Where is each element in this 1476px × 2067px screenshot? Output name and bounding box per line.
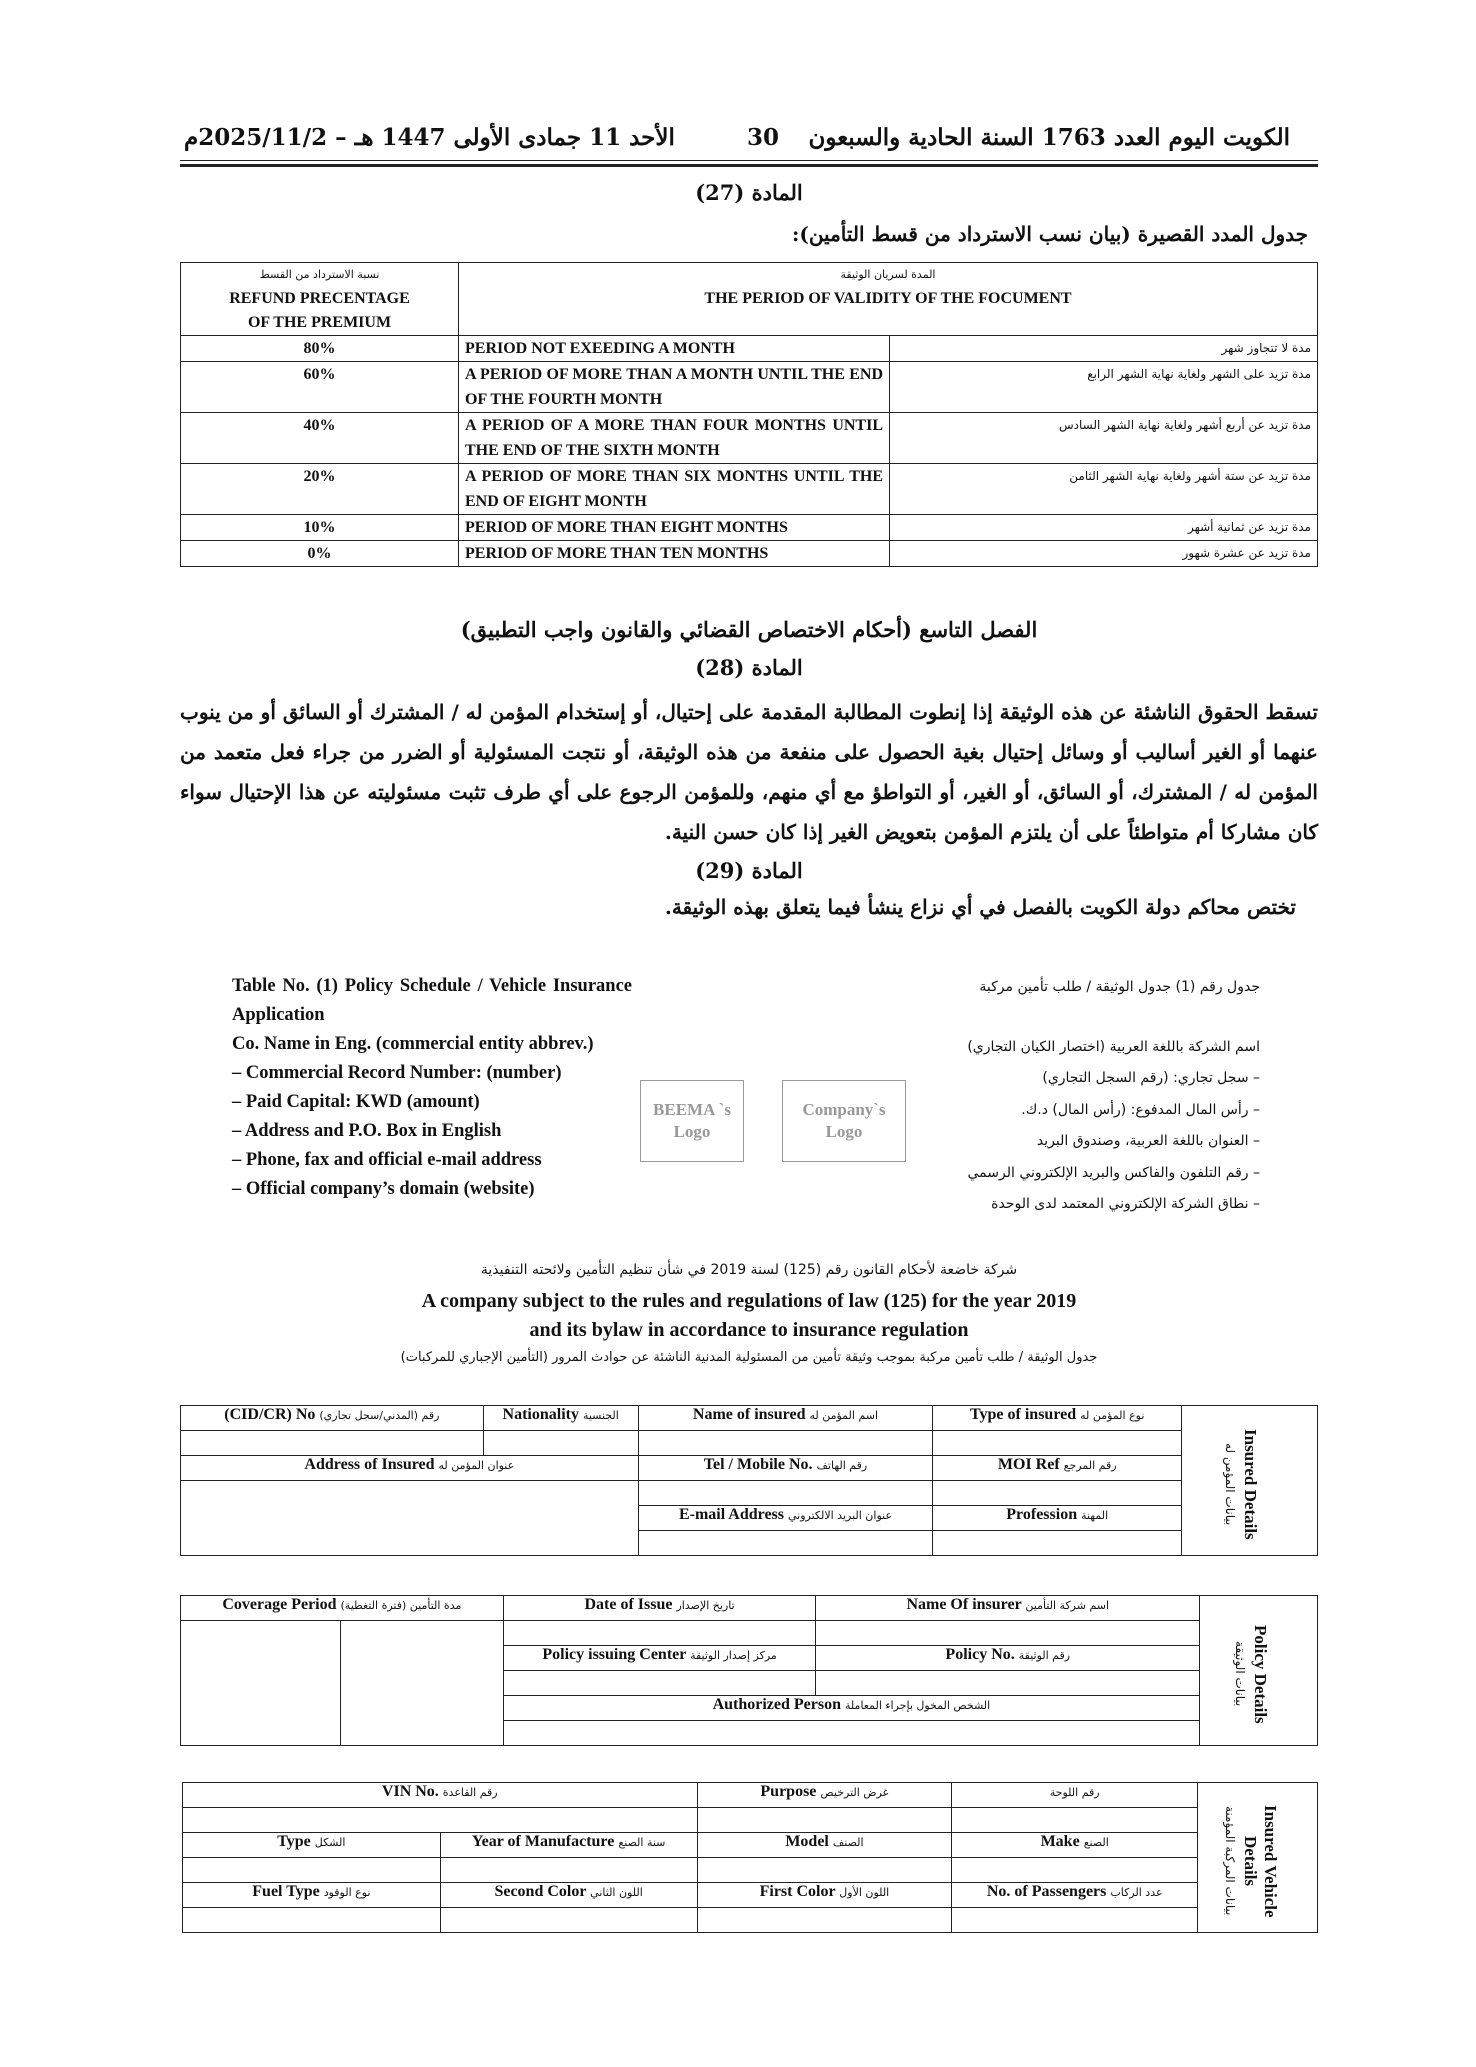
table-row <box>181 541 1318 567</box>
period-en: PERIOD NOT EXEEDING A MONTH <box>459 336 890 362</box>
first-color-label: First Color اللون الأول <box>697 1883 952 1908</box>
second-color-field[interactable] <box>440 1908 697 1933</box>
make-label: Make الصنع <box>952 1833 1198 1858</box>
issue-date-field[interactable] <box>503 1621 816 1646</box>
issuing-center-label: Policy issuing Center مركز إصدار الوثيقة <box>503 1646 816 1671</box>
period-en: PERIOD OF MORE THAN TEN MONTHS <box>459 541 890 567</box>
type-field[interactable] <box>933 1431 1182 1456</box>
coverage-label: Coverage Period مدة التأمين (فترة التغطية) <box>181 1596 504 1621</box>
schedule-en-line: – Address and P.O. Box in English <box>232 1121 502 1141</box>
article-27-title: المادة (27) <box>695 180 803 205</box>
type-label: Type of insured نوع المؤمن له <box>933 1406 1182 1431</box>
period-ar: مدة تزيد عن عشرة شهور <box>890 541 1318 567</box>
table-row <box>181 336 1318 362</box>
header-rule-thin <box>180 160 1318 161</box>
profession-label: Profession المهنة <box>933 1506 1182 1531</box>
fuel-label: Fuel Type نوع الوقود <box>183 1883 441 1908</box>
cid-label: (CID/CR) No رقم (المدني/سجل تجاري) <box>181 1406 484 1431</box>
passengers-label: No. of Passengers عدد الركاب <box>952 1883 1198 1908</box>
email-field[interactable] <box>638 1531 933 1556</box>
header-date: الأحد 11 جمادى الأولى 1447 هـ – 2025/11/2م <box>184 124 675 151</box>
refund-col-en-2: OF THE PREMIUM <box>247 314 392 331</box>
plate-label: رقم اللوحة <box>952 1783 1198 1808</box>
vehicle-details-table <box>182 1782 1318 1933</box>
profession-field[interactable] <box>933 1531 1182 1556</box>
header-rule-thick <box>180 164 1318 167</box>
refund-pct: 10% <box>181 515 459 541</box>
period-en: A PERIOD OF MORE THAN SIX MONTHS UNTIL THE END OF EIGHT MONTH <box>459 464 890 515</box>
article-27-subtitle: جدول المدد القصيرة (بيان نسب الاسترداد من قسط التأمين): <box>791 222 1308 246</box>
tel-field[interactable] <box>638 1481 933 1506</box>
refund-col-ar: نسبة الاسترداد من القسط <box>259 268 380 281</box>
authorized-person-field[interactable] <box>503 1721 1199 1746</box>
schedule-en-line: – Commercial Record Number: (number) <box>232 1063 562 1083</box>
schedule-ar-line: جدول رقم (1) جدول الوثيقة / طلب تأمين مركبة <box>979 979 1260 995</box>
vin-label: VIN No. رقم القاعدة <box>183 1783 698 1808</box>
header-page-number: 30 <box>747 124 780 151</box>
company-notice-en-2: and its bylaw in accordance to insurance regulation <box>529 1319 969 1341</box>
schedule-ar-line: – سجل تجاري: (رقم السجل التجاري) <box>1042 1070 1260 1086</box>
period-ar: مدة لا تتجاوز شهر <box>890 336 1318 362</box>
make-field[interactable] <box>952 1858 1198 1883</box>
article-28-title: المادة (28) <box>695 655 803 680</box>
article-29-title: المادة (29) <box>695 858 803 883</box>
schedule-ar-line: – رأس المال المدفوع: (رأس المال) د.ك. <box>1021 1101 1260 1118</box>
schedule-en-line: – Official company’s domain (website) <box>232 1179 535 1199</box>
model-field[interactable] <box>697 1858 952 1883</box>
table-row <box>181 515 1318 541</box>
schedule-ar-line: اسم الشركة باللغة العربية (اختصار الكيان التجاري) <box>967 1038 1260 1055</box>
period-en: A PERIOD OF MORE THAN A MONTH UNTIL THE END OF THE FOURTH MONTH <box>459 362 890 413</box>
schedule-en-line: Table No. (1) Policy Schedule / Vehicle Insurance Application <box>232 976 632 1025</box>
insurer-label: Name Of insurer اسم شركة التأمين <box>816 1596 1200 1621</box>
nationality-field[interactable] <box>483 1431 638 1456</box>
policy-details-side-label: Policy Details بيانات الوثيقة <box>1233 1624 1271 1724</box>
vin-field[interactable] <box>183 1808 698 1833</box>
policy-details-table <box>180 1595 1318 1746</box>
year-label: Year of Manufacture سنة الصنع <box>440 1833 697 1858</box>
company-logo-placeholder: Company`s Logo <box>782 1080 906 1162</box>
schedule-ar-line: – رقم التلفون والفاكس والبريد الإلكتروني الرسمي <box>967 1164 1260 1181</box>
article-29-text: تختص محاكم دولة الكويت بالفصل في أي نزاع ينشأ فيما يتعلق بهذه الوثيقة. <box>664 895 1296 919</box>
type-field[interactable] <box>183 1858 441 1883</box>
company-notice-ar: شركة خاضعة لأحكام القانون رقم (125) لسنة 2019 في شأن تنظيم التأمين ولائحته التنفيذية <box>480 1262 1018 1278</box>
period-col-en: THE PERIOD OF VALIDITY OF THE FOCUMENT <box>704 290 1072 307</box>
refund-pct: 40% <box>181 413 459 464</box>
passengers-field[interactable] <box>952 1908 1198 1933</box>
insured-details-table <box>180 1405 1318 1556</box>
refund-pct: 0% <box>181 541 459 567</box>
period-en: PERIOD OF MORE THAN EIGHT MONTHS <box>459 515 890 541</box>
refund-pct: 80% <box>181 336 459 362</box>
period-ar: مدة تزيد على الشهر ولغاية نهاية الشهر الرابع <box>890 362 1318 413</box>
article-28-text: تسقط الحقوق الناشئة عن هذه الوثيقة إذا إنطوت المطالبة المقدمة على إحتيال، أو إستخدام المؤمن له / المشترك أو السائق أو من ينوب عنهما أو الغير أساليب أو وسائل إحتيال بغية الحصول على منفعة من هذه الوثيقة، أو نتجت المسئولية أو الضرر من جراء فعل متعمد من المؤمن له / المشترك، أو السائق، أو الغير، أو التواطؤ مع أي منهم، وللمؤمن الرجوع على أي طرف تثبت مسئوليته عن هذا الإحتيال سواء كان مشاركا أم متواطئاً على أن يلتزم المؤمن بتعويض الغير إذا كان حسن النية. <box>180 700 1318 844</box>
moi-label: MOI Ref رقم المرجع <box>933 1456 1182 1481</box>
cid-field[interactable] <box>181 1431 484 1456</box>
vehicle-details-side-label: Insured Vehicle Details بيانات المركبة المؤمنة <box>1223 1804 1281 1918</box>
insurer-field[interactable] <box>816 1621 1200 1646</box>
schedule-en-block <box>232 972 632 1204</box>
policy-no-field[interactable] <box>816 1671 1200 1696</box>
policy-schedule-subtitle: جدول الوثيقة / طلب تأمين مركبة بموجب وثيقة تأمين من المسئولية المدنية الناشئة عن حوادث المرور (التأمين الإجباري للمركبات) <box>400 1350 1098 1365</box>
schedule-en-line: Co. Name in Eng. (commercial entity abbrev.) <box>232 1034 594 1054</box>
header-gazette-info: الكويت اليوم العدد 1763 السنة الحادية والسبعون <box>808 124 1290 151</box>
refund-table <box>180 262 1318 567</box>
schedule-ar-line: – نطاق الشركة الإلكتروني المعتمد لدى الوحدة <box>991 1196 1260 1212</box>
first-color-field[interactable] <box>697 1908 952 1933</box>
period-ar: مدة تزيد عن ثمانية أشهر <box>890 515 1318 541</box>
nationality-label: Nationality الجنسية <box>483 1406 638 1431</box>
address-label: Address of Insured عنوان المؤمن له <box>181 1456 639 1481</box>
table-row <box>181 464 1318 515</box>
moi-field[interactable] <box>933 1481 1182 1506</box>
tel-label: Tel / Mobile No. رقم الهاتف <box>638 1456 933 1481</box>
year-field[interactable] <box>440 1858 697 1883</box>
insured-details-side-label: Insured Details بيانات المؤمن له <box>1223 1428 1261 1540</box>
refund-table-header <box>181 263 1318 336</box>
type-label: Type الشكل <box>183 1833 441 1858</box>
issue-date-label: Date of Issue تاريخ الإصدار <box>503 1596 816 1621</box>
refund-col-en-1: REFUND PRECENTAGE <box>229 290 410 307</box>
coverage-from-field[interactable] <box>181 1621 341 1746</box>
issuing-center-field[interactable] <box>503 1671 816 1696</box>
schedule-en-line: – Phone, fax and official e-mail address <box>232 1150 542 1170</box>
period-ar: مدة تزيد عن أربع أشهر ولغاية نهاية الشهر السادس <box>890 413 1318 464</box>
beema-logo-placeholder: BEEMA `s Logo <box>640 1080 744 1162</box>
email-label: E-mail Address عنوان البريد الالكتروني <box>638 1506 933 1531</box>
model-label: Model الصنف <box>697 1833 952 1858</box>
coverage-to-field[interactable] <box>340 1621 503 1746</box>
table-row <box>181 362 1318 413</box>
fuel-field[interactable] <box>183 1908 441 1933</box>
authorized-person-label: Authorized Person الشخص المخول بإجراء المعاملة <box>503 1696 1199 1721</box>
refund-pct: 60% <box>181 362 459 413</box>
period-en: A PERIOD OF A MORE THAN FOUR MONTHS UNTIL THE END OF THE SIXTH MONTH <box>459 413 890 464</box>
purpose-field[interactable] <box>697 1808 952 1833</box>
address-field[interactable] <box>181 1481 639 1556</box>
refund-pct: 20% <box>181 464 459 515</box>
company-notice-en-1: A company subject to the rules and regulations of law (125) for the year 2019 <box>421 1290 1077 1312</box>
name-label: Name of insured اسم المؤمن له <box>638 1406 933 1431</box>
second-color-label: Second Color اللون الثاني <box>440 1883 697 1908</box>
name-field[interactable] <box>638 1431 933 1456</box>
period-col-ar: المدة لسريان الوثيقة <box>840 268 936 281</box>
table-row <box>181 413 1318 464</box>
policy-no-label: Policy No. رقم الوثيقة <box>816 1646 1200 1671</box>
schedule-ar-block <box>960 972 1260 1221</box>
period-ar: مدة تزيد عن ستة أشهر ولغاية نهاية الشهر الثامن <box>890 464 1318 515</box>
schedule-ar-line: – العنوان باللغة العربية، وصندوق البريد <box>1036 1133 1260 1149</box>
schedule-en-line: – Paid Capital: KWD (amount) <box>232 1092 480 1112</box>
purpose-label: Purpose غرض الترخيص <box>697 1783 952 1808</box>
plate-field[interactable] <box>952 1808 1198 1833</box>
chapter-9-title: الفصل التاسع (أحكام الاختصاص القضائي والقانون واجب التطبيق) <box>460 617 1038 642</box>
